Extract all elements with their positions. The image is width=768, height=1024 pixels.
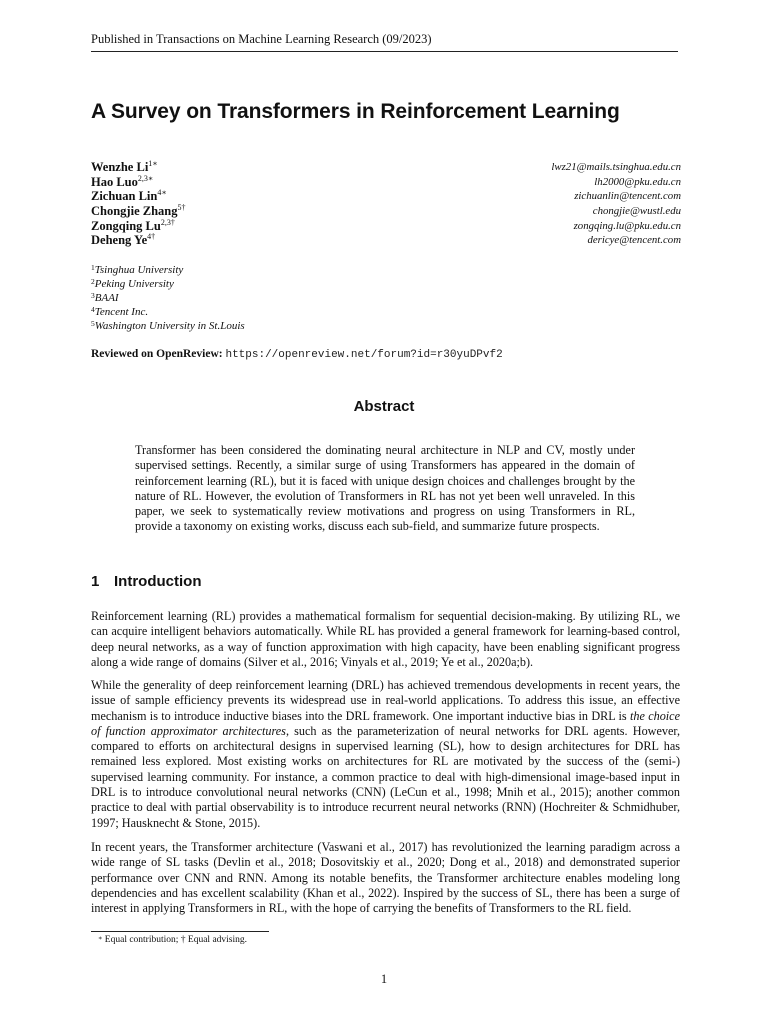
paper-title: A Survey on Transformers in Reinforcement Learning xyxy=(91,100,620,123)
author-email[interactable]: chongjie@wustl.edu xyxy=(592,205,681,218)
section-heading-introduction xyxy=(91,573,201,590)
review-line xyxy=(91,348,503,361)
affiliations xyxy=(91,263,245,333)
author-row xyxy=(91,219,681,234)
author-name: Zongqing $Lu^{2,3\dagger}$ xyxy=(91,217,175,233)
author-name: Wenzhe $Li^{1∗}$ xyxy=(91,159,158,174)
author-email[interactable]: zongqing.lu@pku.edu.cn xyxy=(573,219,681,232)
openreview-link[interactable]: https://openreview.net/forum?id=r30yuDPvf2 xyxy=(225,349,503,361)
author-row xyxy=(91,233,681,248)
intro-paragraph-3: In recent years, the Transformer architecture (Vaswani et al., 2017) has revolutionized the learning paradigm across a wide range of SL tasks (Devlin et al., 2018; Dosovitskiy et al., 2020; Dong et al., 2018) and demonstrated superior performance over CNN and RNN. Among its notable benefits, the Transformer architecture enables modeling long dependencies and has excellent scalability (Khan et al., 2022). Inspired by the success of SL, there has been a surge of interest in applying Transformers in RL, with the hope of carrying the benefits of Transformers to the RL field. xyxy=(91,840,680,916)
intro-paragraph-2: While the generality of deep reinforcement learning (DRL) has achieved tremendous developments in recent years, the issue of sample efficiency prevents its widespread use in real-world applications. To address this issue, an effective mechanism is to introduce inductive biases into the DRL framework. One important inductive bias in DRL is the choice of function approximator architectures, such as the parameterization of neural networks for DRL agents. However, compared to efforts on architectural designs in supervised learning (SL), how to design architectures for DRL has remained less explored. Most existing works on architectures for RL are motivated by the success of the (semi-) supervised learning community. For instance, a common practice to deal with high-dimensional image-based input in DRL is to introduce convolutional neural networks (CNN) (LeCun et al., 1998; Mnih et al., 2015); another common practice to deal with partial observability is to introduce recurrent neural networks (RNN) (Hochreiter & Schmidhuber, 1997; Hausknecht & Stone, 2015). xyxy=(91,678,680,830)
emphasis-text: the choice of function approximator architectures xyxy=(91,708,680,738)
author-block xyxy=(91,160,681,248)
abstract-body: Transformer has been considered the dominating neural architecture in NLP and CV, mostly under supervised settings. Recently, a similar surge of using Transformers has appeared in the domain of reinforcement learning (RL), but it is faced with unique design choices and challenges brought by the nature of RL. However, the evolution of Transformers in RL has not yet been well unraveled. In this paper, we seek to systematically review motivations and progress on using Transformers in RL, provide a taxonomy on existing works, discuss each sub-field, and summarize future prospects. xyxy=(135,443,635,534)
affiliation-item: $^1$Tsinghua University xyxy=(91,263,184,276)
author-email[interactable]: zichuanlin@tencent.com xyxy=(574,190,681,203)
author-row xyxy=(91,189,681,204)
author-name: Zichuan Lin$^{4∗}$ xyxy=(91,188,167,204)
affiliation-item: $^4$Tencent Inc. xyxy=(91,305,149,318)
journal-line: Published in Transactions on Machine Learning Research (09/2023) xyxy=(91,32,432,46)
review-label: Reviewed on OpenReview: xyxy=(91,348,223,360)
author-email[interactable]: lwz21@mails.tsinghua.edu.cn xyxy=(551,161,681,173)
page-number: 1 xyxy=(380,972,388,986)
author-row xyxy=(91,160,681,175)
author-name: Deheng $Ye^{4\dagger}$ xyxy=(91,232,156,248)
affiliation-item: $^2$Peking University xyxy=(91,277,174,290)
abstract-heading: Abstract xyxy=(353,398,415,415)
author-name: Chongjie Zhang$^{5\dagger}$ xyxy=(91,203,186,219)
section-number: 1 xyxy=(91,573,100,590)
author-email[interactable]: dericye@tencent.com xyxy=(587,234,681,247)
author-email[interactable]: lh2000@pku.edu.cn xyxy=(594,175,681,188)
affiliation-item: $^3$BAAI xyxy=(91,291,119,304)
affiliation-item: $^5$Washington University in St.Louis xyxy=(91,319,245,332)
author-row xyxy=(91,175,681,190)
running-header xyxy=(91,32,678,52)
author-name: Hao Luo$^{2,3∗}$ xyxy=(91,173,154,189)
footnote: ∗ Equal contribution; † Equal advising. xyxy=(98,935,248,945)
intro-paragraph-1: Reinforcement learning (RL) provides a mathematical formalism for sequential decision-making. By utilizing RL, we can acquire intelligent behaviors automatically. While RL has provided a general framework for learning-based control, deep neural networks, as a way of function approximation with high capacity, have been enabling significant progress along a wide range of domains (Silver et al., 2016; Vinyals et al., 2019; Ye et al., 2020a;b). xyxy=(91,609,680,669)
author-row xyxy=(91,204,681,219)
footnote-divider xyxy=(91,931,269,932)
section-title: Introduction xyxy=(114,573,202,590)
